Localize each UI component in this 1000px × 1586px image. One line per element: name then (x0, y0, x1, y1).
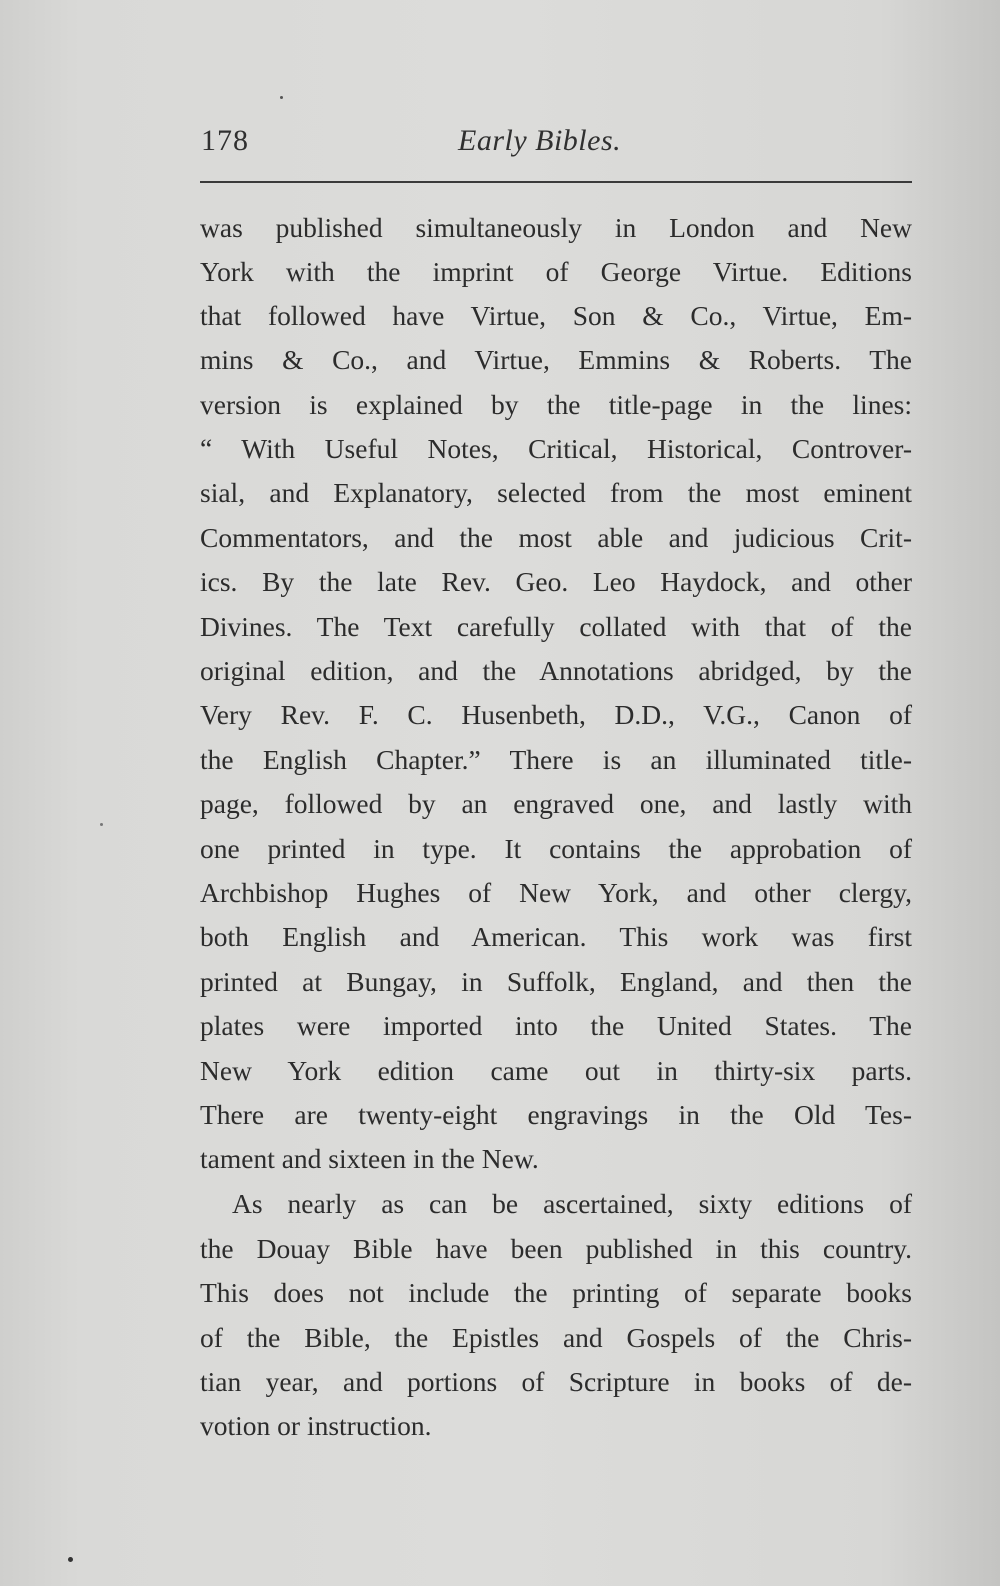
body-line: was published simultaneously in London and New (200, 212, 912, 243)
body-line: plates were imported into the United States. The (200, 1010, 912, 1041)
body-line: New York edition came out in thirty-six parts. (200, 1055, 912, 1086)
body-line: York with the imprint of George Virtue. Editions (200, 256, 912, 287)
body-line: tament and sixteen in the New. (200, 1143, 539, 1174)
body-line: sial, and Explanatory, selected from the most eminent (200, 477, 912, 508)
body-line: of the Bible, the Epistles and Gospels of the Chris- (200, 1322, 912, 1353)
body-line: version is explained by the title-page in the lines: (200, 389, 912, 420)
body-line: the Douay Bible have been published in this country. (200, 1233, 912, 1264)
body-line: Divines. The Text carefully collated with that of the (200, 611, 912, 642)
running-title: Early Bibles. (458, 124, 622, 157)
body-line: the English Chapter.” There is an illuminated title- (200, 744, 912, 775)
body-line: votion or instruction. (200, 1410, 432, 1441)
body-line: original edition, and the Annotations abridged, by the (200, 655, 912, 686)
paper-speck (100, 823, 103, 826)
body-line: “ With Useful Notes, Critical, Historical, Controver- (200, 433, 912, 464)
paper-speck (68, 1557, 73, 1562)
body-line: This does not include the printing of separate books (200, 1277, 912, 1308)
body-line: page, followed by an engraved one, and lastly with (200, 788, 912, 819)
header-rule (200, 181, 912, 183)
body-line: Very Rev. F. C. Husenbeth, D.D., V.G., Canon of (200, 699, 912, 730)
page-number: 178 (201, 124, 249, 157)
body-line: Archbishop Hughes of New York, and other clergy, (200, 877, 912, 908)
body-line: one printed in type. It contains the approbation of (200, 833, 912, 864)
body-line: ics. By the late Rev. Geo. Leo Haydock, and other (200, 566, 912, 597)
paper-speck (280, 96, 283, 99)
body-line: There are twenty-eight engravings in the Old Tes- (200, 1099, 912, 1130)
body-line: Commentators, and the most able and judicious Crit- (200, 522, 912, 553)
body-line: tian year, and portions of Scripture in books of de- (200, 1366, 912, 1397)
body-line: that followed have Virtue, Son & Co., Virtue, Em- (200, 300, 912, 331)
body-line: mins & Co., and Virtue, Emmins & Roberts. The (200, 344, 912, 375)
body-line: As nearly as can be ascertained, sixty editions of (232, 1188, 912, 1219)
body-line: both English and American. This work was first (200, 921, 912, 952)
body-line: printed at Bungay, in Suffolk, England, and then the (200, 966, 912, 997)
